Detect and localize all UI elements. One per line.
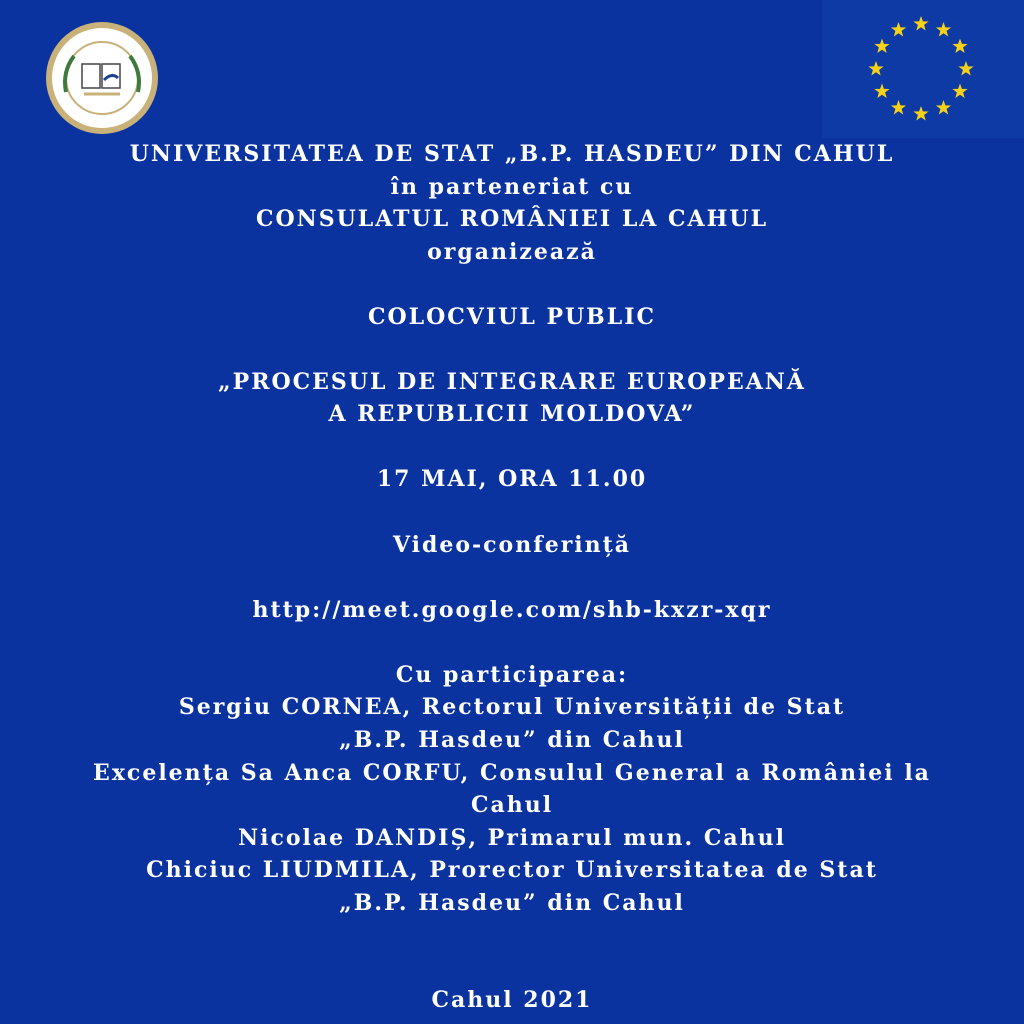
- meeting-link[interactable]: http://meet.google.com/shb-kxzr-xqr: [252, 597, 772, 623]
- university-seal-icon: [44, 20, 160, 136]
- event-format: Video-conferință: [392, 532, 632, 558]
- footer-text: Cahul 2021: [431, 987, 593, 1013]
- participant-line: Chiciuc LIUDMILA, Prorector Universitatea de Stat: [146, 857, 878, 883]
- partnership-text: în parteneriat cu: [390, 174, 634, 200]
- participants-heading: Cu participarea:: [395, 662, 629, 688]
- participant-line: Sergiu CORNEA, Rectorul Universității de Stat: [178, 694, 846, 720]
- participant-line: Nicolae DANDIȘ, Primarul mun. Cahul: [238, 825, 786, 851]
- participant-line: Cahul: [470, 792, 554, 818]
- participant-line: Excelența Sa Anca CORFU, Consulul General a României la: [93, 760, 931, 786]
- event-type: COLOCVIUL PUBLIC: [367, 304, 657, 330]
- participant-line: „B.P. Hasdeu” din Cahul: [339, 890, 685, 916]
- event-date: 17 MAI, ORA 11.00: [376, 466, 648, 492]
- organizes-text: organizează: [427, 239, 597, 265]
- consulate-name: CONSULATUL ROMÂNIEI LA CAHUL: [255, 206, 769, 232]
- participant-line: „B.P. Hasdeu” din Cahul: [339, 727, 685, 753]
- eu-flag: [822, 0, 1024, 138]
- event-title-line1: „PROCESUL DE INTEGRARE EUROPEANĂ: [218, 369, 806, 395]
- university-name: UNIVERSITATEA DE STAT „B.P. HASDEU” DIN CAHUL: [129, 141, 895, 167]
- eu-stars-icon: [822, 0, 1024, 138]
- event-title-line2: A REPUBLICII MOLDOVA”: [328, 401, 696, 427]
